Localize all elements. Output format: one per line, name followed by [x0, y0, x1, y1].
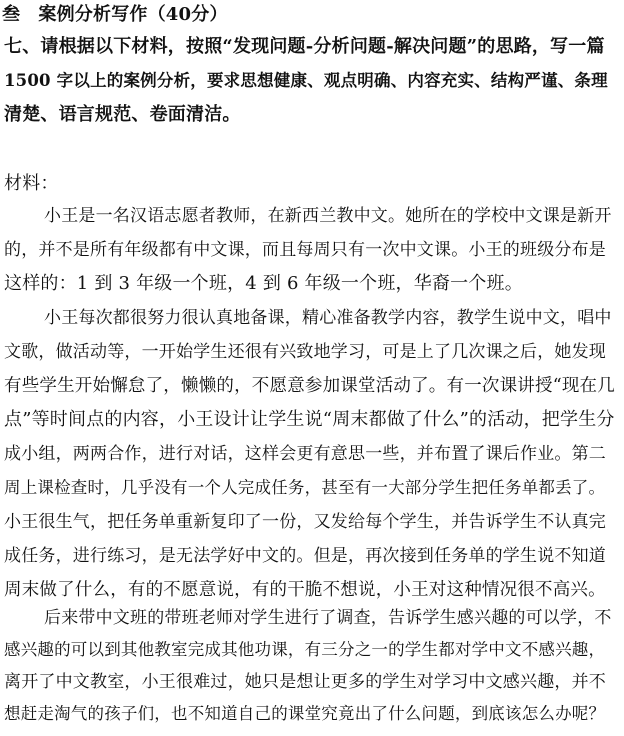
question-line-2: 1500 字以上的案例分析，要求思想健康、观点明确、内容充实、结构严谨、条理	[4, 71, 608, 90]
material-paragraph-2-line-8: 成任务，进行练习，是无法学好中文的。但是，再次接到任务单的学生说不知道	[4, 546, 606, 566]
material-paragraph-1-line-2: 的，并不是所有年级都有中文课，而且每周只有一次中文课。小王的班级分布是	[4, 240, 606, 260]
question-line-1: 七、请根据以下材料，按照“发现问题-分析问题-解决问题”的思路，写一篇	[4, 36, 605, 57]
material-paragraph-3-line-2: 感兴趣的可以到其他教室完成其他功课，有三分之一的学生都对学中文不感兴趣，	[4, 640, 606, 659]
material-paragraph-3-line-1: 后来带中文班的带班老师对学生进行了调查，告诉学生感兴趣的可以学，不	[44, 608, 612, 628]
material-paragraph-2-line-6: 周上课检查时，几乎没有一个人完成任务，甚至有一大部分学生把任务单都丢了。	[4, 478, 606, 497]
material-paragraph-2-line-9: 周末做了什么，有的不愿意说，有的干脆不想说，小王对这种情况很不高兴。	[4, 580, 606, 600]
material-paragraph-1-line-3: 这样的：1 到 3 年级一个班，4 到 6 年级一个班，华裔一个班。	[4, 273, 523, 294]
section-heading: 叁 案例分析写作（40分）	[2, 4, 228, 25]
material-paragraph-2-line-2: 文歌，做活动等，一开始学生还很有兴致地学习，可是上了几次课之后，她发现	[4, 342, 606, 362]
material-paragraph-2-line-5: 成小组，两两合作，进行对话，这样会更有意思一些，并布置了课后作业。第二	[4, 444, 606, 464]
material-paragraph-2-line-4: 点”等时间点的内容，小王设计让学生说“周末都做了什么”的活动，把学生分	[4, 409, 615, 430]
material-paragraph-2-line-1: 小王每次都很努力很认真地备课，精心准备教学内容，教学生说中文，唱中	[44, 308, 612, 328]
material-paragraph-1-line-1: 小王是一名汉语志愿者教师，在新西兰教中文。她所在的学校中文课是新开	[44, 206, 612, 226]
material-paragraph-3-line-4: 想赶走淘气的孩子们，也不知道自己的课堂究竟出了什么问题，到底该怎么办呢？	[4, 704, 606, 723]
material-label: 材料：	[4, 173, 59, 194]
material-paragraph-2-line-3: 有些学生开始懈怠了，懒懒的，不愿意参加课堂活动了。有一次课讲授“现在几	[4, 376, 615, 396]
material-paragraph-3-line-3: 离开了中文教室，小王很难过，她只是想让更多的学生对学习中文感兴趣，并不	[4, 672, 606, 692]
question-line-3: 清楚、语言规范、卷面清洁。	[4, 104, 241, 125]
material-paragraph-2-line-7: 小王很生气，把任务单重新复印了一份，又发给每个学生，并告诉学生不认真完	[4, 512, 606, 532]
